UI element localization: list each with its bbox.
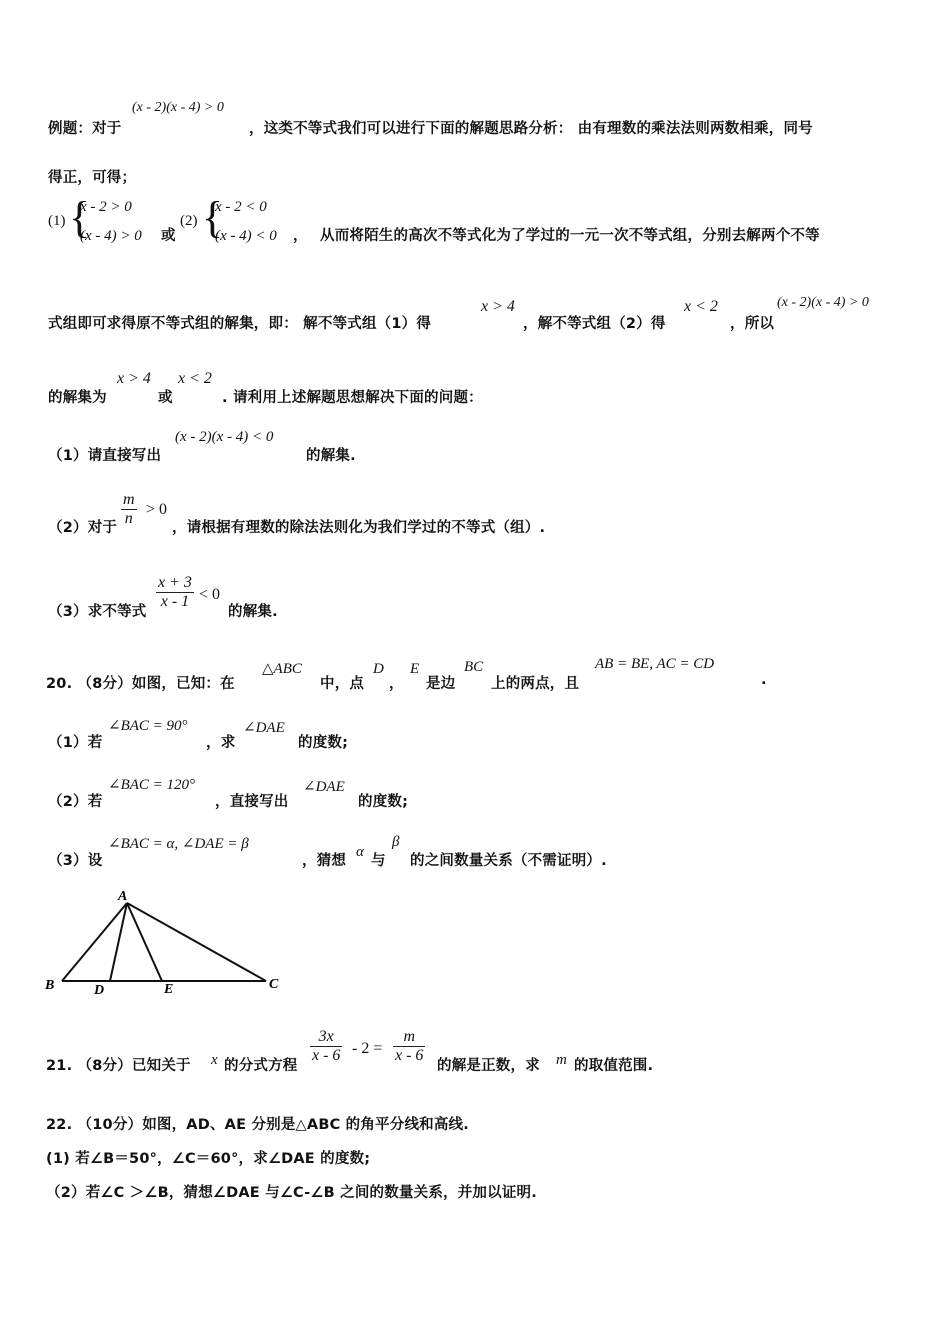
q21-suffix: 的取值范围. [574,1058,654,1074]
q21-mid2: 的解是正数，求 [437,1058,540,1074]
q20-intro-d: 上的两点，且 [491,676,580,692]
q20-intro-b: 中，点 [320,676,365,692]
q20-s2-suffix: 的度数; [358,794,409,810]
system1-brace: { [69,193,91,242]
solution2: x < 2 [684,298,718,315]
q20-s1-angle: ∠BAC = 90° [108,718,188,734]
intro-line5-or: 或 [158,390,173,406]
side-ac [127,903,266,981]
part3-prefix: （3）求不等式 [48,604,147,620]
part1-expression: (x - 2)(x - 4) < 0 [175,429,274,445]
q21-fraction1-numerator: 3x [310,1028,342,1047]
system2-label: (2) [180,213,198,229]
q20-intro-end: . [761,672,767,688]
q21-var-m: m [556,1052,567,1068]
q20-s1-mid: ，求 [206,735,236,751]
q20-s3-beta: β [392,834,400,850]
or-word: 或 [161,228,176,244]
q20-separator: ， [389,676,404,692]
part3-fraction [156,574,194,611]
intro-line5-a: 的解集为 [48,390,107,406]
q22-line1: 22. （10分）如图，AD、AE 分别是△ABC 的角平分线和高线. [46,1117,469,1133]
intro-line5-b: . 请利用上述解题思想解决下面的问题： [222,390,483,406]
q21-fraction1-denominator: x - 6 [312,1047,341,1064]
part2-numerator: m [123,491,135,508]
intro-line1-prefix: 例题：对于 [48,121,122,137]
q20-s3-alpha: α [356,844,364,860]
q21-mid: 的分式方程 [224,1058,298,1074]
q20-s2-angle: ∠BAC = 120° [108,777,196,793]
intro-line4-b: ，解不等式组（2）得 [523,316,666,332]
system2-row1: x - 2 < 0 [215,199,267,215]
q20-triangle: △ABC [262,661,302,677]
part2-suffix: ，请根据有理数的除法法则化为我们学过的不等式（组）. [172,520,546,536]
system2-comma: ， [293,228,308,244]
part2-denominator: n [124,510,133,527]
system1-label: (1) [48,213,66,229]
q20-s2-target: ∠DAE [303,779,345,795]
intro-line1-suffix: ，这类不等式我们可以进行下面的解题思路分析： 由有理数的乘法法则两数相乘，同号 [249,121,813,137]
q20-point-d: D [373,661,384,677]
label-b: B [45,978,55,993]
q20-intro-c: 是边 [426,676,456,692]
q20-point-e: E [410,661,420,677]
part2-prefix: （2）对于 [48,520,118,536]
q20-s2-prefix: （2）若 [48,794,103,810]
part3-relation: < 0 [199,586,221,603]
label-c: C [269,977,279,992]
q21-prefix: 21. （8分）已知关于 [46,1058,191,1074]
q20-s1-suffix: 的度数; [298,735,349,751]
part1-suffix: 的解集. [306,448,356,464]
q21-fraction1 [310,1028,342,1065]
main-inequality-expression-2: (x - 2)(x - 4) > 0 [777,295,869,310]
side-ab [62,903,127,981]
intro-line4-a: 式组即可求得原不等式组的解集，即： 解不等式组（1）得 [48,316,432,332]
q22-line3: （2）若∠C ＞∠B，猜想∠DAE 与∠C-∠B 之间的数量关系，并加以证明. [46,1185,537,1201]
q21-fraction2-denominator: x - 6 [395,1047,424,1064]
q20-side: BC [464,659,484,675]
part3-suffix: 的解集. [228,604,278,620]
part2-fraction [121,491,137,528]
q20-s1-prefix: （1）若 [48,735,103,751]
system1-row1: x - 2 > 0 [80,199,132,215]
label-a: A [118,889,128,904]
solution1-repeat: x > 4 [117,370,151,387]
solution2-repeat: x < 2 [178,370,212,387]
q20-s3-prefix: （3）设 [48,853,103,869]
label-d: D [94,983,105,998]
q20-s3-angles: ∠BAC = α, ∠DAE = β [108,836,249,852]
system2-row2: (x - 4) < 0 [215,228,277,244]
part1-prefix: （1）请直接写出 [48,448,162,464]
q20-s3-suffix: 的之间数量关系（不需证明）. [410,853,607,869]
part3-denominator: x - 1 [160,593,190,610]
q22-line2: (1) 若∠B＝50°，∠C＝60°，求∠DAE 的度数; [46,1151,371,1167]
intro-line2: 得正，可得； [48,170,137,186]
part3-numerator: x + 3 [158,574,192,591]
q20-intro-a: 20. （8分）如图，已知：在 [46,676,235,692]
q20-s3-mid: ，猜想 [302,853,347,869]
intro-line4-c: ，所以 [730,316,775,332]
label-e: E [164,982,174,997]
q21-minus-two: - 2 = [352,1040,383,1057]
part2-relation: > 0 [146,501,168,518]
system1-row2: (x - 4) > 0 [80,228,142,244]
q20-s2-mid: ，直接写出 [215,794,289,810]
q21-fraction2-numerator: m [393,1028,425,1047]
segment-ae [127,903,162,981]
q20-condition: AB = BE, AC = CD [595,656,715,672]
intro-line3-suffix: 从而将陌生的高次不等式化为了学过的一元一次不等式组，分别去解两个不等 [320,228,820,244]
q21-fraction2 [393,1028,425,1065]
q21-var-x: x [211,1052,218,1068]
solution1: x > 4 [481,298,515,315]
q20-s3-and: 与 [371,853,386,869]
main-inequality-expression: (x - 2)(x - 4) > 0 [132,100,224,115]
triangle-figure [40,885,300,1000]
system2-brace: { [202,193,224,242]
q20-s1-target: ∠DAE [243,720,285,736]
